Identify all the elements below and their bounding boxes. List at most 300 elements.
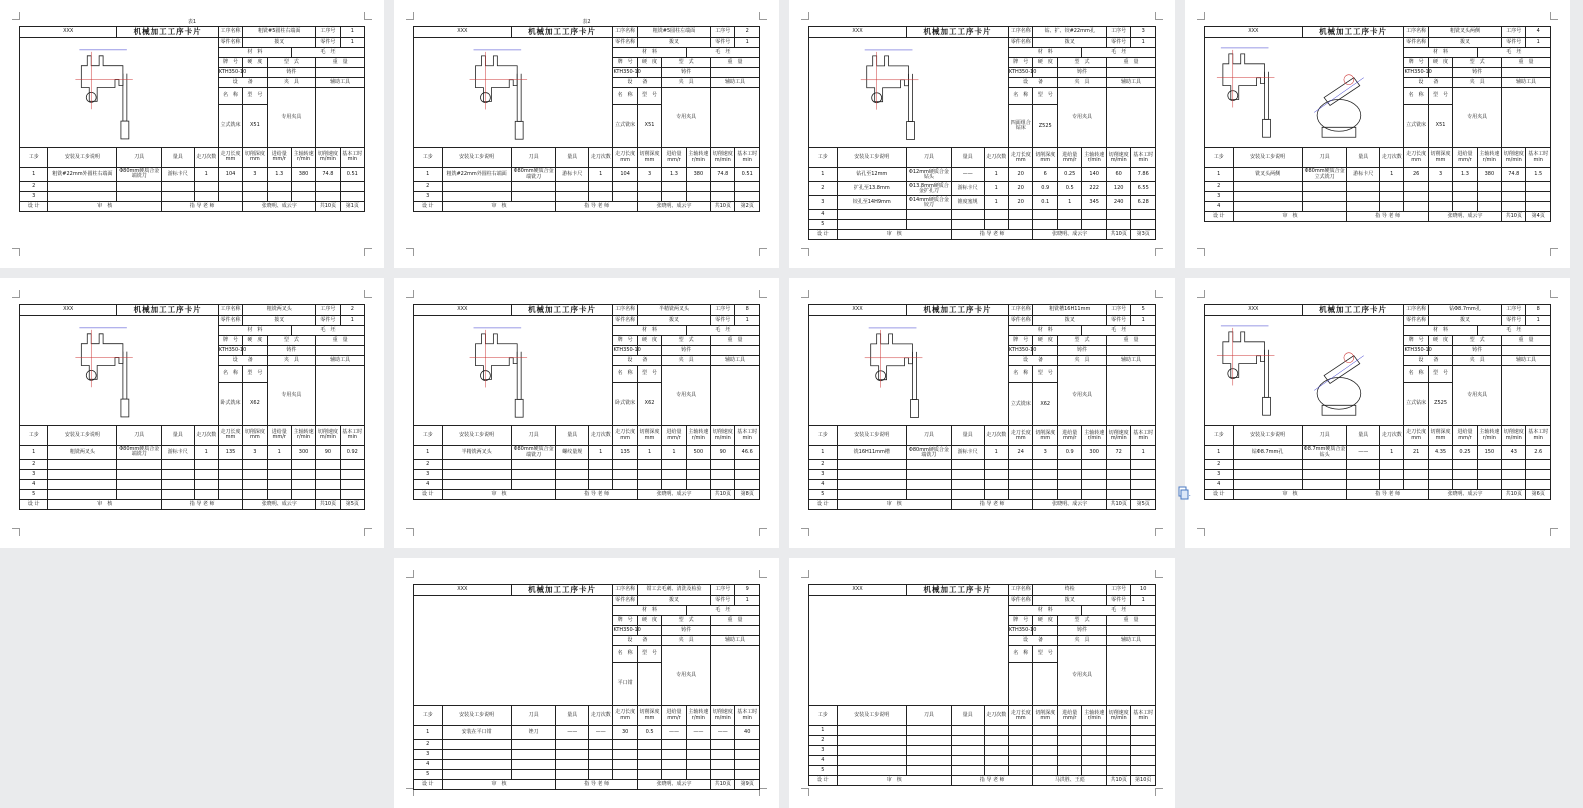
table-cell bbox=[837, 746, 906, 756]
table-cell bbox=[1233, 182, 1302, 192]
part-no-value: 1 bbox=[340, 316, 364, 326]
part-name-value: 拨叉 bbox=[1033, 596, 1106, 606]
table-cell bbox=[267, 191, 291, 201]
col-step-header: 工步 bbox=[414, 426, 443, 446]
table-cell bbox=[1502, 182, 1526, 192]
table-cell bbox=[194, 181, 218, 191]
op-name-value: 钳工去毛刺、清洗及检验 bbox=[637, 585, 710, 596]
table-cell: 3 bbox=[1205, 192, 1234, 202]
table-cell: 游标卡尺 bbox=[556, 168, 589, 182]
table-cell: 4 bbox=[809, 480, 838, 490]
material-value: KTH350-10 bbox=[218, 346, 242, 356]
table-cell bbox=[906, 210, 951, 220]
equipment-model-label: 型 号 bbox=[1033, 88, 1057, 105]
table-cell bbox=[511, 760, 556, 770]
hardness-label: 硬 度 bbox=[1033, 616, 1057, 626]
table-cell bbox=[837, 490, 906, 500]
table-cell bbox=[906, 220, 951, 230]
document-page bbox=[789, 278, 1175, 548]
table-cell: 3 bbox=[1033, 446, 1057, 460]
table-cell: 1.5 bbox=[1526, 168, 1551, 182]
table-cell bbox=[735, 740, 760, 750]
col-passes-header: 走刀次数 bbox=[1380, 426, 1404, 446]
table-cell bbox=[556, 750, 589, 760]
op-no-label: 工序号 bbox=[1502, 305, 1526, 316]
table-cell: 1.3 bbox=[267, 167, 291, 181]
check-label: 审 核 bbox=[48, 499, 162, 509]
hardness-label: 硬 度 bbox=[637, 336, 661, 346]
table-cell bbox=[48, 469, 117, 479]
fixture-value: 专用夹具 bbox=[1057, 646, 1106, 706]
table-cell bbox=[218, 489, 242, 499]
table-cell bbox=[613, 770, 637, 780]
part-name-label: 零件名称 bbox=[1404, 38, 1428, 48]
table-cell bbox=[194, 479, 218, 489]
fixture-label: 夹 具 bbox=[1453, 356, 1502, 366]
table-cell bbox=[1082, 490, 1106, 500]
table-cell bbox=[1302, 192, 1347, 202]
col-feed-header: 进给量 mm/r bbox=[662, 148, 686, 168]
table-cell bbox=[556, 740, 589, 750]
table-cell bbox=[984, 490, 1008, 500]
table-cell: 1 bbox=[589, 446, 613, 460]
table-cell bbox=[1057, 746, 1081, 756]
crop-mark bbox=[364, 248, 372, 256]
crop-mark bbox=[364, 290, 372, 298]
table-cell bbox=[1302, 182, 1347, 192]
form-label: 型 式 bbox=[1453, 336, 1502, 346]
part-no-value: 1 bbox=[340, 38, 364, 48]
col-depth-header: 走刀长度 mm bbox=[613, 426, 637, 446]
table-cell bbox=[686, 760, 710, 770]
fixture-value: 专用夹具 bbox=[1453, 88, 1502, 148]
design-label: 设 计 bbox=[20, 499, 48, 509]
machine-name: 立式钻床 bbox=[1404, 383, 1428, 426]
table-cell: Φ80mm硬质合金端铣刀 bbox=[117, 445, 162, 459]
company-name: XXX bbox=[20, 27, 117, 38]
crop-mark bbox=[12, 290, 20, 298]
col-step-header: 工步 bbox=[809, 706, 838, 726]
table-cell bbox=[1404, 470, 1428, 480]
op-no-label: 工序号 bbox=[316, 305, 340, 316]
table-cell bbox=[1082, 756, 1106, 766]
table-cell bbox=[1502, 480, 1526, 490]
table-cell: 40 bbox=[735, 726, 760, 740]
table-cell bbox=[1347, 192, 1380, 202]
fixture-label: 夹 具 bbox=[662, 636, 711, 646]
table-cell bbox=[1131, 746, 1156, 756]
fixture-label: 夹 具 bbox=[267, 78, 316, 88]
card-title: 机械加工工序卡片 bbox=[511, 585, 613, 596]
col-cut-header: 切削深度 mm bbox=[1428, 426, 1452, 446]
equipment-label: 设 备 bbox=[218, 356, 267, 366]
table-cell bbox=[984, 470, 1008, 480]
table-cell: 135 bbox=[218, 445, 242, 459]
table-cell: 150 bbox=[1477, 446, 1501, 460]
advisor-names: 张晓明、成云宇 bbox=[637, 490, 710, 500]
total-pages: 共10页 bbox=[1106, 230, 1130, 240]
material-label: 材 料 bbox=[613, 326, 686, 336]
table-cell bbox=[1526, 460, 1551, 470]
form-label: 型 式 bbox=[662, 616, 711, 626]
col-desc-header: 安装及工步说明 bbox=[837, 706, 906, 726]
table-cell bbox=[1106, 756, 1130, 766]
table-cell: 3 bbox=[1428, 168, 1452, 182]
table-cell: 20 bbox=[1009, 196, 1033, 210]
company-name: XXX bbox=[809, 305, 907, 316]
table-cell bbox=[1009, 460, 1033, 470]
col-step-header: 工步 bbox=[20, 425, 48, 445]
table-cell bbox=[267, 181, 291, 191]
table-cell: 锉刀 bbox=[511, 726, 556, 740]
table-cell bbox=[951, 480, 984, 490]
equipment-name-label: 名 称 bbox=[613, 88, 637, 105]
part-no-label: 零件号 bbox=[316, 38, 340, 48]
table-cell: 380 bbox=[1477, 168, 1501, 182]
table-cell bbox=[906, 766, 951, 776]
table-cell bbox=[1477, 470, 1501, 480]
part-name-label: 零件名称 bbox=[1009, 596, 1033, 606]
table-cell: 1 bbox=[414, 446, 443, 460]
equipment-label: 设 备 bbox=[218, 78, 267, 88]
table-cell bbox=[662, 460, 686, 470]
table-row bbox=[809, 182, 1156, 196]
table-cell: 游标卡尺 bbox=[951, 446, 984, 460]
part-drawing bbox=[414, 316, 612, 425]
table-cell bbox=[556, 770, 589, 780]
table-cell: 72 bbox=[1106, 446, 1130, 460]
table-cell bbox=[511, 460, 556, 470]
machine-name: 卧式铣床 bbox=[218, 382, 242, 425]
table-cell bbox=[637, 192, 661, 202]
table-cell bbox=[984, 460, 1008, 470]
table-cell bbox=[117, 479, 162, 489]
table-row bbox=[1205, 470, 1551, 480]
table-cell bbox=[613, 182, 637, 192]
table-row bbox=[414, 480, 760, 490]
op-name-label: 工序名称 bbox=[1009, 585, 1033, 596]
fixture-value: 专用夹具 bbox=[1453, 366, 1502, 426]
table-cell bbox=[48, 479, 117, 489]
table-cell bbox=[637, 460, 661, 470]
check-label: 审 核 bbox=[442, 490, 556, 500]
table-row bbox=[414, 182, 760, 192]
table-cell: 4 bbox=[20, 479, 48, 489]
material-label: 材 料 bbox=[613, 48, 686, 58]
col-feed-header: 进给量 mm/r bbox=[267, 425, 291, 445]
col-cut-header: 切削深度 mm bbox=[637, 426, 661, 446]
advisor-names: 张晓明、成云宇 bbox=[637, 202, 710, 212]
advisor-names: 张晓明、成云宇 bbox=[1033, 230, 1106, 240]
table-cell bbox=[613, 740, 637, 750]
machine-model: Z525 bbox=[1428, 383, 1452, 426]
table-cell bbox=[48, 489, 117, 499]
table-cell: 1 bbox=[194, 167, 218, 181]
table-cell: 90 bbox=[711, 446, 735, 460]
part-no-value: 1 bbox=[1526, 38, 1551, 48]
card-title: 机械加工工序卡片 bbox=[906, 27, 1008, 38]
table-cell bbox=[1131, 480, 1156, 490]
table-row bbox=[1205, 202, 1551, 212]
card-title: 机械加工工序卡片 bbox=[117, 305, 218, 316]
check-label: 审 核 bbox=[442, 780, 556, 790]
table-cell: 1 bbox=[414, 726, 443, 740]
check-label: 审 核 bbox=[1233, 212, 1347, 222]
fixture-label: 夹 具 bbox=[662, 78, 711, 88]
table-cell bbox=[735, 480, 760, 490]
design-label: 设 计 bbox=[1205, 212, 1234, 222]
table-cell bbox=[1057, 470, 1081, 480]
table-cell: 120 bbox=[1106, 182, 1130, 196]
col-time-header: 基本工时 min bbox=[1526, 148, 1551, 168]
table-cell bbox=[1057, 490, 1081, 500]
machine-model: X51 bbox=[637, 105, 661, 148]
col-speed-header: 主轴转速 r/min bbox=[291, 147, 315, 167]
total-pages: 共10页 bbox=[1106, 776, 1130, 786]
material-value: KTH350-10 bbox=[1404, 346, 1428, 356]
table-cell: 1 bbox=[267, 445, 291, 459]
table-cell bbox=[589, 750, 613, 760]
table-cell bbox=[1057, 460, 1081, 470]
table-cell bbox=[906, 726, 951, 736]
table-cell bbox=[1453, 470, 1477, 480]
hardness-label: 硬 度 bbox=[1033, 336, 1057, 346]
op-no-label: 工序号 bbox=[711, 27, 735, 38]
card-title: 机械加工工序卡片 bbox=[1302, 305, 1404, 316]
advisor-label: 指 导 老 师 bbox=[162, 499, 243, 509]
crop-mark bbox=[406, 290, 414, 298]
part-sketch bbox=[809, 316, 1009, 426]
document-icon[interactable] bbox=[1177, 486, 1191, 500]
part-no-value: 1 bbox=[1131, 316, 1156, 326]
total-pages: 共10页 bbox=[1502, 212, 1526, 222]
table-cell bbox=[340, 459, 364, 469]
col-depth-header: 走刀长度 mm bbox=[1009, 148, 1033, 168]
total-pages: 共10页 bbox=[316, 201, 340, 211]
table-cell bbox=[589, 740, 613, 750]
table-cell bbox=[906, 736, 951, 746]
table-cell bbox=[951, 746, 984, 756]
crop-mark bbox=[801, 528, 809, 536]
part-drawing bbox=[20, 316, 218, 425]
op-name-label: 工序名称 bbox=[1404, 27, 1428, 38]
grade-label: 牌 号 bbox=[1009, 336, 1033, 346]
form-label: 型 式 bbox=[662, 58, 711, 68]
col-speed-header: 主轴转速 r/min bbox=[291, 425, 315, 445]
table-cell bbox=[511, 192, 556, 202]
form-label: 型 式 bbox=[662, 336, 711, 346]
equipment-name-label: 名 称 bbox=[1009, 646, 1033, 663]
material-value: KTH350-10 bbox=[613, 68, 637, 78]
table-cell bbox=[291, 479, 315, 489]
total-pages: 共10页 bbox=[1106, 500, 1130, 510]
op-name-label: 工序名称 bbox=[218, 305, 242, 316]
op-name-value: 钻Φ8.7mm孔 bbox=[1428, 305, 1501, 316]
table-cell bbox=[1404, 182, 1428, 192]
col-vc-header: 切削速度 m/min bbox=[711, 706, 735, 726]
table-cell: 1 bbox=[984, 182, 1008, 196]
table-cell: 4 bbox=[809, 756, 838, 766]
table-cell: 1 bbox=[809, 446, 838, 460]
table-cell bbox=[837, 220, 906, 230]
equipment-name-label: 名 称 bbox=[1404, 366, 1428, 383]
check-label: 审 核 bbox=[48, 201, 162, 211]
table-cell: 5 bbox=[809, 220, 838, 230]
table-cell: Φ13.8mm硬质合金扩孔刀 bbox=[906, 182, 951, 196]
weight-label: 重 量 bbox=[1502, 58, 1551, 68]
table-cell bbox=[1347, 480, 1380, 490]
table-cell: Φ8.7mm硬质合金钻头 bbox=[1303, 446, 1346, 458]
advisor-label: 指 导 老 师 bbox=[556, 780, 637, 790]
table-cell bbox=[1033, 726, 1057, 736]
table-cell bbox=[686, 460, 710, 470]
table-cell bbox=[906, 460, 951, 470]
col-feed-header: 进给量 mm/r bbox=[662, 426, 686, 446]
col-speed-header: 主轴转速 r/min bbox=[1082, 706, 1106, 726]
op-name-value: 粗铣叉头两侧 bbox=[1428, 27, 1501, 38]
table-cell bbox=[589, 182, 613, 192]
table-cell bbox=[1131, 460, 1156, 470]
table-cell bbox=[218, 191, 242, 201]
equipment-label: 设 备 bbox=[1404, 356, 1453, 366]
part-no-value: 1 bbox=[1131, 38, 1156, 48]
table-cell bbox=[951, 210, 984, 220]
part-name-label: 零件名称 bbox=[1009, 316, 1033, 326]
table-cell: 2 bbox=[20, 181, 48, 191]
grade-label: 牌 号 bbox=[613, 58, 637, 68]
fixture-value: 专用夹具 bbox=[662, 366, 711, 426]
check-label: 审 核 bbox=[837, 230, 951, 240]
col-passes-header: 走刀次数 bbox=[589, 148, 613, 168]
table-cell bbox=[589, 760, 613, 770]
table-cell: —— bbox=[1347, 446, 1380, 460]
equipment-model-label: 型 号 bbox=[637, 88, 661, 105]
equipment-label: 设 备 bbox=[613, 356, 662, 366]
table-cell: 46.6 bbox=[735, 446, 760, 460]
table-cell bbox=[837, 766, 906, 776]
equipment-name-label: 名 称 bbox=[613, 366, 637, 383]
table-cell bbox=[1009, 220, 1033, 230]
equipment-model-label: 型 号 bbox=[637, 646, 661, 663]
table-cell: 3 bbox=[809, 746, 838, 756]
process-card-table bbox=[19, 304, 365, 510]
op-name-label: 工序名称 bbox=[218, 27, 242, 38]
table-cell bbox=[1131, 470, 1156, 480]
table-cell bbox=[1082, 470, 1106, 480]
table-cell: 20 bbox=[1009, 168, 1033, 182]
machine-model: X62 bbox=[243, 382, 267, 425]
machine-name: 立式铣床 bbox=[613, 105, 637, 148]
op-no-value: 2 bbox=[340, 305, 364, 316]
part-sketch bbox=[1205, 316, 1404, 426]
hardness-label: 硬 度 bbox=[243, 58, 267, 68]
table-row bbox=[809, 756, 1156, 766]
blank-label: 毛 坯 bbox=[291, 48, 364, 58]
table-cell: 104 bbox=[613, 168, 637, 182]
col-feed-header: 进给量 mm/r bbox=[662, 706, 686, 726]
machine-name: 平口钳 bbox=[613, 663, 637, 706]
op-no-label: 工序号 bbox=[711, 305, 735, 316]
advisor-names: 张晓明、成云宇 bbox=[637, 780, 710, 790]
table-cell bbox=[1526, 480, 1551, 490]
design-label: 设 计 bbox=[414, 490, 443, 500]
table-cell: 铣叉头两侧 bbox=[1233, 168, 1302, 182]
grade-label: 牌 号 bbox=[1404, 336, 1428, 346]
table-cell bbox=[1106, 736, 1130, 746]
table-cell bbox=[117, 469, 162, 479]
col-time-header: 基本工时 min bbox=[1131, 426, 1156, 446]
card-title: 机械加工工序卡片 bbox=[906, 305, 1008, 316]
crop-mark bbox=[1197, 290, 1205, 298]
table-cell bbox=[194, 469, 218, 479]
table-cell: 1 bbox=[1205, 446, 1234, 460]
col-passes-header: 走刀次数 bbox=[194, 425, 218, 445]
table-cell bbox=[951, 220, 984, 230]
table-cell: 300 bbox=[1082, 446, 1106, 460]
op-no-value: 4 bbox=[1526, 27, 1551, 38]
crop-mark bbox=[759, 528, 767, 536]
material-label: 材 料 bbox=[1404, 48, 1477, 58]
table-cell bbox=[589, 470, 613, 480]
crop-mark bbox=[406, 248, 414, 256]
table-cell bbox=[1106, 460, 1130, 470]
fixture-value: 专用夹具 bbox=[267, 88, 316, 148]
col-time-header: 基本工时 min bbox=[340, 147, 364, 167]
table-cell bbox=[1009, 766, 1033, 776]
col-depth-header: 走刀长度 mm bbox=[613, 706, 637, 726]
fixture-label: 夹 具 bbox=[1057, 78, 1106, 88]
equipment-model-label: 型 号 bbox=[1428, 88, 1452, 105]
table-row bbox=[1205, 168, 1551, 182]
table-cell bbox=[194, 459, 218, 469]
table-cell bbox=[1477, 182, 1501, 192]
machine-name: 立式铣床 bbox=[1009, 383, 1033, 426]
blank-label: 毛 坯 bbox=[291, 326, 364, 336]
machine-model: X51 bbox=[1428, 105, 1452, 148]
table-cell: 74.8 bbox=[1502, 168, 1526, 182]
table-cell: 2 bbox=[20, 459, 48, 469]
col-passes-header: 走刀次数 bbox=[984, 426, 1008, 446]
table-cell bbox=[117, 489, 162, 499]
advisor-names: 张晓明、成云宇 bbox=[1428, 212, 1501, 222]
table-cell bbox=[316, 479, 340, 489]
table-cell bbox=[1106, 746, 1130, 756]
fixture-label: 夹 具 bbox=[1453, 78, 1502, 88]
equipment-name-label: 名 称 bbox=[613, 646, 637, 663]
design-label: 设 计 bbox=[1205, 490, 1234, 500]
table-cell: —— bbox=[589, 726, 613, 740]
table-cell: 1.3 bbox=[1453, 168, 1477, 182]
table-cell bbox=[1453, 182, 1477, 192]
blank-label: 毛 坯 bbox=[1477, 326, 1550, 336]
table-cell bbox=[162, 489, 194, 499]
table-cell bbox=[316, 181, 340, 191]
document-page bbox=[1185, 0, 1570, 268]
table-cell: 135 bbox=[613, 446, 637, 460]
table-cell: 380 bbox=[291, 167, 315, 181]
crop-mark bbox=[759, 290, 767, 298]
table-cell bbox=[1009, 726, 1033, 736]
weight-label: 重 量 bbox=[1502, 336, 1551, 346]
part-name-value: 拨叉 bbox=[1033, 38, 1106, 48]
table-cell bbox=[686, 480, 710, 490]
process-card-table bbox=[808, 584, 1156, 786]
material-value: KTH350-10 bbox=[218, 68, 242, 78]
col-speed-header: 主轴转速 r/min bbox=[1477, 148, 1501, 168]
table-cell bbox=[316, 469, 340, 479]
table-cell: 4.35 bbox=[1428, 446, 1452, 460]
table-cell bbox=[1033, 210, 1057, 220]
